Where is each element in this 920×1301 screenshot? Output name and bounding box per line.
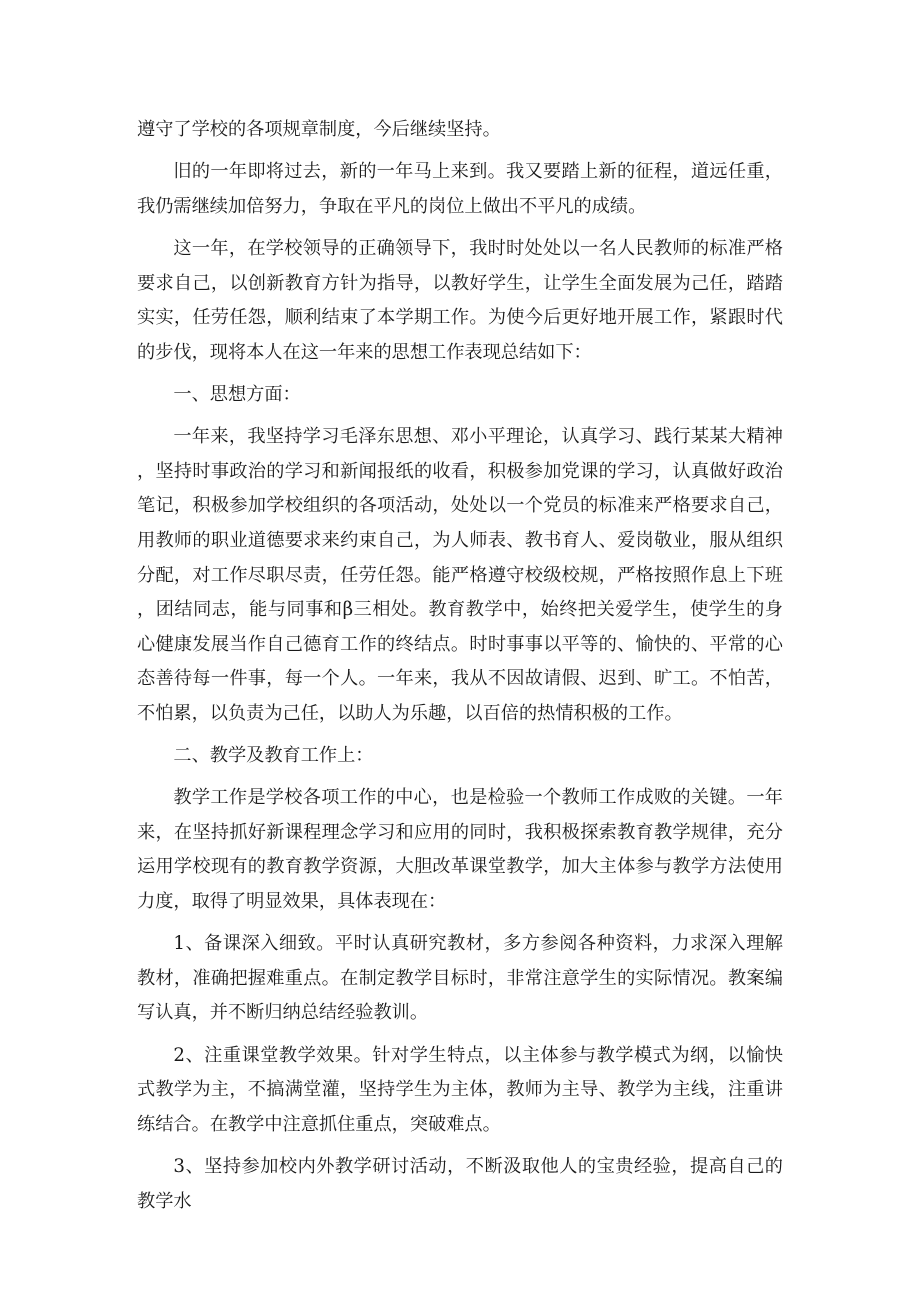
paragraph-ideology: 一年来，我坚持学习毛泽东思想、邓小平理论，认真学习、践行某某大精神，坚持时事政治的学习和新闻报纸的收看，积极参加党课的学习，认真做好政治笔记，积极参加学校组织的各项活动，处处以一个党员的标准来严格要求自己，用教师的职业道德要求来约束自己，为人师表、教书育人、爱岗敬业，服从组织分配，对工作尽职尽责，任劳任怨。能严格遵守校级校规，严格按照作息上下班，团结同志，能与同事和β三相处。教育教学中，始终把关爱学生，使学生的身心健康发展当作自己德育工作的终结点。时时事事以平等的、愉快的、平常的心态善待每一件事，每一个人。一年来，我从不因故请假、迟到、旷工。不怕苦，不怕累，以负责为己任，以助人为乐趣，以百倍的热情积极的工作。 bbox=[137, 426, 783, 724]
list-item-2: 2、注重课堂教学效果。针对学生特点，以主体参与教学模式为纲，以愉快式教学为主，不搞满堂灌，坚持学生为主体，教师为主导、教学为主线，注重讲练结合。在教学中注意抓住重点，突破难点。 bbox=[137, 1044, 783, 1135]
section-heading-ideology: 一、思想方面： bbox=[173, 383, 301, 405]
paragraph-new-year: 旧的一年即将过去，新的一年马上来到。我又要踏上新的征程，道远任重，我仍需继续加倍努力，争取在平凡的岗位上做出不平凡的成绩。 bbox=[137, 161, 783, 217]
section-heading-teaching: 二、教学及教育工作上： bbox=[173, 745, 374, 767]
document-body bbox=[137, 113, 783, 1227]
paragraph-continuation: 遵守了学校的各项规章制度，今后继续坚持。 bbox=[137, 119, 501, 140]
paragraph-teaching: 教学工作是学校各项工作的中心，也是检验一个教师工作成败的关键。一年来，在坚持抓好新课程理念学习和应用的同时，我积极探索教育教学规律，充分运用学校现有的教育教学资源，大胆改革课堂教学，加大主体参与教学方法使用力度，取得了明显效果，具体表现在： bbox=[137, 787, 783, 913]
list-item-1: 1、备课深入细致。平时认真研究教材，多方参阅各种资料，力求深入理解教材，准确把握难重点。在制定教学目标时，非常注意学生的实际情况。教案编写认真，并不断归纳总结经验教训。 bbox=[137, 933, 783, 1024]
paragraph-intro: 这一年，在学校领导的正确领导下，我时时处处以一名人民教师的标准严格要求自己，以创新教育方针为指导，以教好学生，让学生全面发展为己任，踏踏实实，任劳任怨，顺利结束了本学期工作。为使今后更好地开展工作，紧跟时代的步伐，现将本人在这一年来的思想工作表现总结如下： bbox=[137, 237, 783, 363]
list-item-3: 3、坚持参加校内外教学研讨活动，不断汲取他人的宝贵经验，提高自己的教学水 bbox=[137, 1155, 783, 1212]
